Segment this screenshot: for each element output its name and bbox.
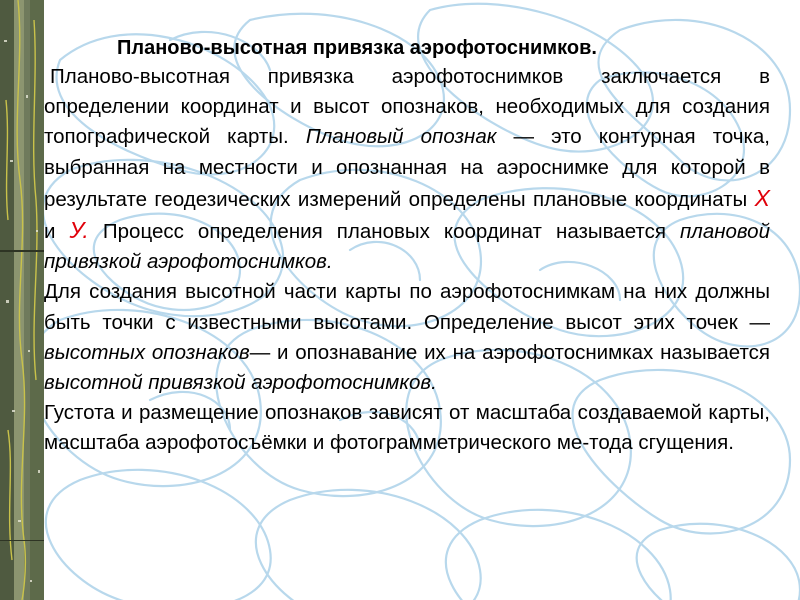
p2-text-2: — и опознавание их на аэрофотоснимках называется [249, 340, 770, 364]
paragraph-density [44, 398, 770, 458]
term-planimetric-control-point: Плановый опознак [305, 125, 497, 149]
term-height-control-points: высотных опознаков [44, 340, 250, 364]
slide-content [44, 34, 770, 459]
p1-text-1: Планово-высотная привязка аэрофотоснимков заключается в определении координат и высот опознаков, необходимых для создания топографической карты. [44, 65, 770, 149]
p1-text-2: — это контурная точка, выбранная на местности и опознанная на аэроснимке для которой в результате геодезических измерений определены плановые координаты [44, 125, 771, 211]
paragraph-planimetric [44, 62, 770, 277]
slide-title: Планово-высотная привязка аэрофотоснимков. [117, 37, 597, 59]
coordinate-x: X [754, 184, 770, 211]
p1-text-3: и [44, 220, 70, 244]
p3-text-1: Густота и размещение опознаков зависят от масштаба создаваемой карты, масштаба аэрофотосъёмки и фотограмметрического ме-тода сгущения. [44, 401, 770, 455]
paragraph-height [44, 277, 770, 398]
aerial-photo-strip [0, 0, 44, 600]
p1-text-4: Процесс определения плановых координат называется [88, 220, 680, 244]
term-planimetric-referencing: плановой привязкой аэрофотоснимков. [44, 220, 770, 274]
coordinate-y: У. [69, 217, 89, 244]
term-height-referencing: высотной привязкой аэрофотоснимков. [44, 371, 437, 395]
p2-text-1: Для создания высотной части карты по аэрофотоснимкам на них должны быть точки с известными высотами. Определение высот этих точек — [44, 280, 770, 334]
